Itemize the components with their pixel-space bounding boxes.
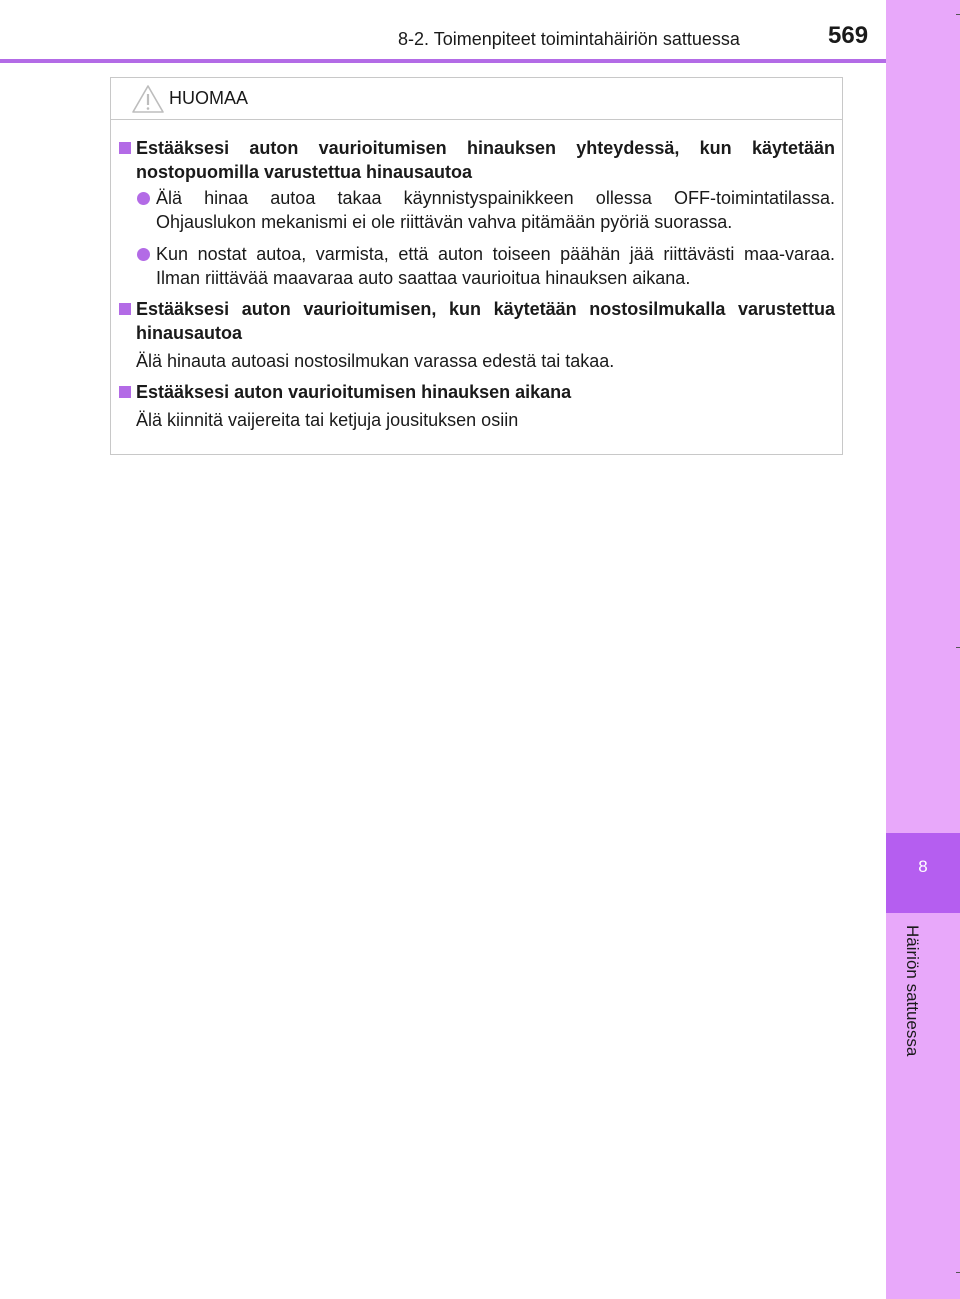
crop-mark	[956, 14, 960, 15]
warning-triangle-icon	[131, 84, 165, 114]
notice-header	[111, 78, 842, 120]
square-bullet-icon	[119, 142, 131, 154]
bullet-text: Kun nostat autoa, varmista, että auton toiseen päähän jää riittävästi maa-varaa. Ilman riittävää maavaraa auto saattaa vaurioitua hinauksen aikana.	[156, 244, 835, 288]
notice-box	[110, 77, 843, 455]
crop-mark	[956, 1272, 960, 1273]
section-text: Älä hinauta autoasi nostosilmukan varassa edestä tai takaa.	[136, 351, 615, 371]
section-heading: Estääksesi auton vaurioitumisen hinauksen aikana	[136, 382, 572, 402]
page-number: 569	[828, 22, 869, 49]
header-divider	[0, 59, 886, 63]
chapter-number: 8	[918, 857, 928, 876]
square-bullet-icon	[119, 303, 131, 315]
header-section-title: 8-2. Toimenpiteet toimintahäiriön sattuessa	[398, 29, 740, 49]
chapter-title: Häiriön sattuessa	[903, 925, 922, 1057]
bullet-text: Älä hinaa autoa takaa käynnistyspainikkeen ollessa OFF-toimintatilassa. Ohjauslukon mekanismi ei ole riittävän vahva pitämään pyöriä suorassa.	[156, 188, 835, 232]
notice-title: HUOMAA	[169, 88, 249, 108]
section-heading: Estääksesi auton vaurioitumisen, kun käytetään nostosilmukalla varustettua hinausautoa	[136, 299, 835, 343]
circle-bullet-icon	[137, 248, 150, 261]
section-heading: Estääksesi auton vaurioitumisen hinauksen yhteydessä, kun käytetään nostopuomilla varustettua hinausautoa	[136, 138, 835, 182]
square-bullet-icon	[119, 386, 131, 398]
section-text: Älä kiinnitä vaijereita tai ketjuja jousituksen osiin	[136, 410, 519, 430]
circle-bullet-icon	[137, 192, 150, 205]
crop-mark	[956, 647, 960, 648]
chapter-side-tab	[886, 0, 960, 1299]
